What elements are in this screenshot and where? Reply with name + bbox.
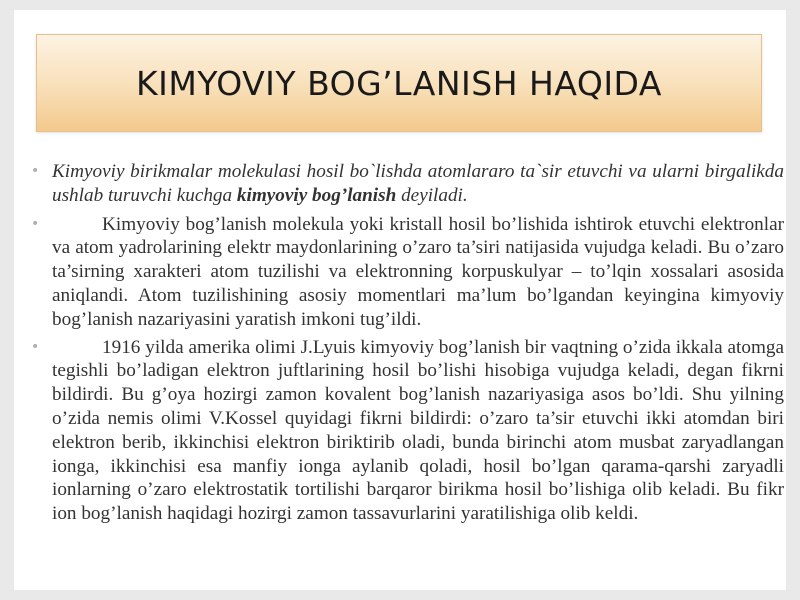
definition-term: kimyoviy bog’lanish: [236, 184, 397, 206]
bullet-icon: •: [31, 215, 40, 232]
definition-lead: Kimyoviy birikmalar molekulasi hosil bo`lishda atomlararo ta`sir etuvchi va ularni birgalikda ushlab turuvchi kuchga: [52, 161, 784, 206]
bullet-icon: •: [31, 163, 40, 179]
bullet-paragraph-definition: [26, 160, 784, 208]
definition-tail: deyiladi.: [396, 184, 468, 206]
bullet-paragraph-history: [26, 336, 784, 526]
history-text: 1916 yilda amerika olimi J.Lyuis kimyoviy bog’lanish bir vaqtning o’zida ikkala atomga tegishli bo’ladigan elektron juftlarining hosil bo’lishi hisobiga vujudga keladi, degan fikrni bildirdi. Bu g’oya hozirgi zamon kovalent bog’lanish nazariyasiga asos bo’ldi. Shu yilning o’zida nemis olimi V.Kossel quyidagi fikrni bildirdi: o’zaro ta’sir etuvchi ikki atomdan biri elektron berib, ikkinchisi elektron biriktirib oladi, bunda birinchi atom musbat zaryadlangan ionga, ikkinchisi esa manfiy ionga aylanib qoladi, hosil bo’lgan qarama-qarshi zaryadli ionlarning o’zaro elektrostatik tortilishi barqaror birikma hosil bo’lishiga olib keladi. Bu fikr ion bog’lanish haqidagi hozirgi zamon tassavurlarini yaratilishiga olib keldi.: [52, 336, 784, 525]
slide: [14, 10, 786, 590]
slide-body: [26, 160, 784, 530]
bullet-paragraph-nature: [26, 213, 784, 332]
title-banner: [36, 34, 762, 132]
bullet-icon: •: [31, 338, 40, 355]
slide-title: KIMYOVIY BOG’LANISH HAQIDA: [136, 63, 662, 103]
nature-text: Kimyoviy bog’lanish molekula yoki kristall hosil bo’lishida ishtirok etuvchi elektronlar va atom yadrolarining elektr maydonlarining o’zaro ta’siri natijasida vujudga keladi. Bu o’zaro ta’sirning xarakteri atom tuzilishi va elektronning korpuskulyar – to’lqin xossalari asosida aniqlandi. Atom tuzilishining asosiy momentlari ma’lum bo’lgandan keyingina kimyoviy bog’lanish nazariyasini yaratish imkoni tug’ildi.: [52, 213, 784, 330]
